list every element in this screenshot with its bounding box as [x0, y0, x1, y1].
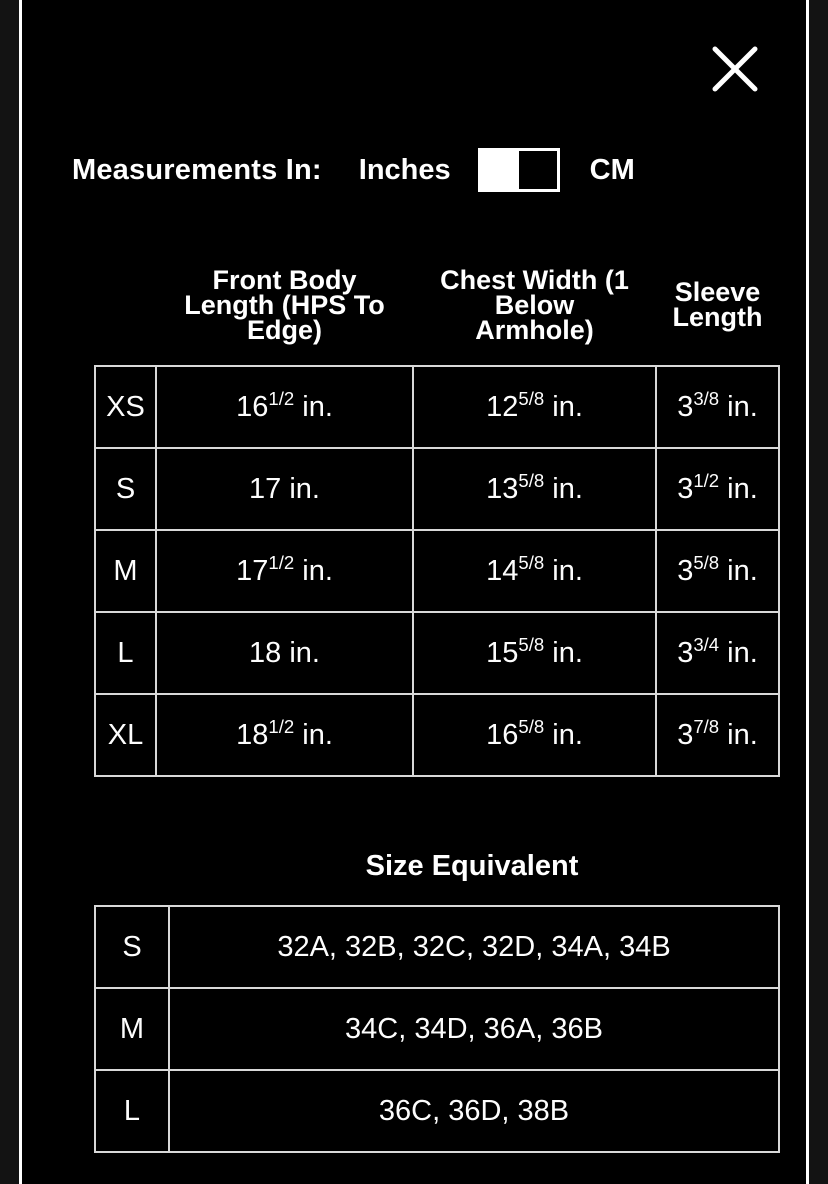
size-equivalent-row	[95, 988, 779, 1070]
size-equivalent-title: Size Equivalent	[365, 850, 579, 882]
size-equivalent-row	[95, 1070, 779, 1152]
measurement-cell: $3^{7/8}$ in.	[656, 694, 779, 776]
header-corner-cell	[95, 260, 156, 366]
measurement-cell: $14^{5/8}$ in.	[413, 530, 656, 612]
header-sleeve-length: Sleeve Length	[672, 277, 763, 332]
measurement-table-body	[95, 366, 779, 776]
size-label: L	[95, 1070, 169, 1152]
measurements-bar	[72, 147, 635, 193]
measurement-cell: $13^{5/8}$ in.	[413, 448, 656, 530]
unit-toggle[interactable]	[478, 148, 560, 192]
measurement-row	[95, 366, 779, 448]
equivalents-cell: 32A, 32B, 32C, 32D, 34A, 34B	[169, 906, 779, 988]
measurement-cell: $3^{1/2}$ in.	[656, 448, 779, 530]
size-label: XL	[95, 694, 156, 776]
size-chart-modal	[19, 0, 809, 1184]
size-equivalent-table	[94, 905, 780, 1153]
measurement-cell: $3^{5/8}$ in.	[656, 530, 779, 612]
equivalents-cell: 34C, 34D, 36A, 36B	[169, 988, 779, 1070]
measurement-cell: $3^{3/8}$ in.	[656, 366, 779, 448]
size-label: XS	[95, 366, 156, 448]
header-chest-width: Chest Width (1 Below Armhole)	[440, 264, 629, 345]
size-equivalent-table-body	[95, 906, 779, 1152]
measurement-row	[95, 612, 779, 694]
measurement-cell: $12^{5/8}$ in.	[413, 366, 656, 448]
measurement-row	[95, 448, 779, 530]
measurement-cell: $16^{5/8}$ in.	[413, 694, 656, 776]
unit-toggle-knob	[481, 151, 519, 189]
measurement-row	[95, 530, 779, 612]
measurement-cell: $16^{1/2}$ in.	[156, 366, 413, 448]
measurement-cell: $17^{1/2}$ in.	[156, 530, 413, 612]
cm-option[interactable]: CM	[589, 153, 635, 186]
size-label: L	[95, 612, 156, 694]
measurement-row	[95, 694, 779, 776]
size-label: M	[95, 988, 169, 1070]
size-label: M	[95, 530, 156, 612]
measurements-in-label: Measurements In:	[72, 153, 322, 186]
inches-option[interactable]: Inches	[358, 153, 451, 186]
measurement-cell: 17 in.	[156, 448, 413, 530]
measurement-cell: 18 in.	[156, 612, 413, 694]
measurement-table-header-row	[95, 260, 779, 366]
header-front-body-length: Front Body Length (HPS To Edge)	[184, 264, 385, 345]
measurement-cell: $3^{3/4}$ in.	[656, 612, 779, 694]
size-label: S	[95, 906, 169, 988]
measurement-cell: $18^{1/2}$ in.	[156, 694, 413, 776]
size-equivalent-row	[95, 906, 779, 988]
measurement-table	[94, 260, 780, 777]
close-button[interactable]	[709, 43, 761, 95]
close-icon	[711, 45, 759, 93]
measurement-cell: $15^{5/8}$ in.	[413, 612, 656, 694]
size-label: S	[95, 448, 156, 530]
equivalents-cell: 36C, 36D, 38B	[169, 1070, 779, 1152]
